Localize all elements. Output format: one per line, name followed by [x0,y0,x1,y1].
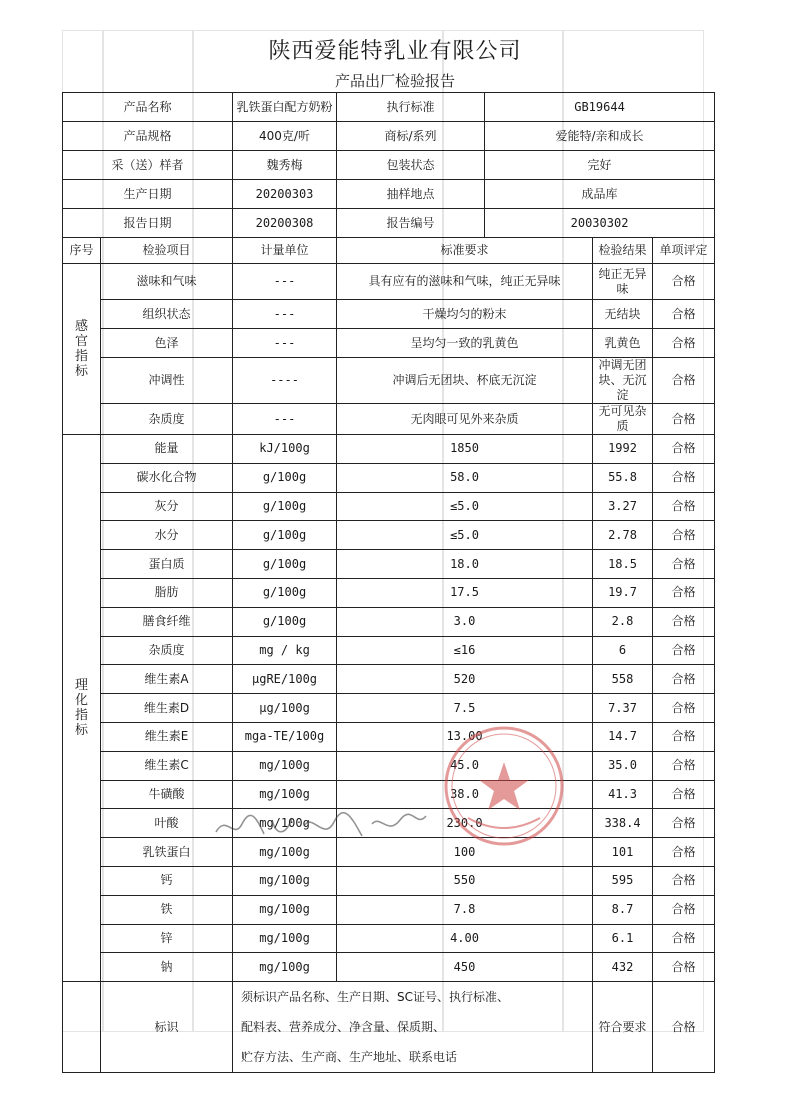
unit-cell: --- [233,264,337,300]
table-row [63,694,715,723]
spec-label: 产品规格 [63,122,233,151]
verdict-cell: 合格 [653,607,715,636]
verdict-cell: 合格 [653,578,715,607]
labeling-seq-cell [63,982,101,1073]
requirement-cell: 13.00 [337,722,593,751]
sensory-group-label-char: 感 [74,319,88,334]
unit-cell: mg/100g [233,751,337,780]
item-cell: 钙 [101,866,233,895]
verdict-cell: 合格 [653,780,715,809]
product-name-value: 乳铁蛋白配方奶粉 [233,93,337,122]
verdict-cell: 合格 [653,953,715,982]
prod-date-label: 生产日期 [63,180,233,209]
table-row [63,751,715,780]
item-cell: 冲调性 [101,358,233,404]
result-cell: 无结块 [593,300,653,329]
item-cell: 维生素E [101,722,233,751]
item-cell: 灰分 [101,492,233,521]
unit-cell: mg / kg [233,636,337,665]
table-row [63,550,715,579]
verdict-cell: 合格 [653,329,715,358]
item-cell: 杂质度 [101,404,233,435]
table-row [63,492,715,521]
verdict-cell: 合格 [653,866,715,895]
sensory-group-label-char: 标 [74,364,88,379]
verdict-cell: 合格 [653,722,715,751]
physchem-group-label-char: 理 [74,678,88,694]
result-cell: 6.1 [593,924,653,953]
table-row [63,435,715,464]
header-unit: 计量单位 [233,238,337,264]
item-cell: 叶酸 [101,809,233,838]
verdict-cell: 合格 [653,358,715,404]
result-cell: 55.8 [593,463,653,492]
requirement-cell: 无肉眼可见外来杂质 [337,404,593,435]
item-cell: 维生素D [101,694,233,723]
verdict-cell: 合格 [653,895,715,924]
unit-cell: g/100g [233,550,337,579]
standard-label: 执行标准 [337,93,485,122]
physchem-group-label-char: 化 [74,693,88,709]
requirement-cell: 38.0 [337,780,593,809]
result-cell: 595 [593,866,653,895]
unit-cell: μgRE/100g [233,665,337,694]
unit-cell: mg/100g [233,953,337,982]
verdict-cell: 合格 [653,521,715,550]
physchem-group-label [63,435,101,982]
info-row-product [63,93,715,122]
requirement-cell: 100 [337,838,593,867]
unit-cell: mg/100g [233,838,337,867]
physchem-group-label-char: 标 [74,723,88,739]
report-title: 产品出厂检验报告 [334,72,455,90]
result-cell: 乳黄色 [593,329,653,358]
result-cell: 35.0 [593,751,653,780]
result-cell: 3.27 [593,492,653,521]
table-row [63,895,715,924]
labeling-verdict-cell: 合格 [653,982,715,1073]
result-cell: 558 [593,665,653,694]
prod-date-value: 20200303 [233,180,337,209]
sample-place-value: 成品库 [485,180,715,209]
table-row [63,866,715,895]
requirement-cell: 230.0 [337,809,593,838]
requirement-cell: 45.0 [337,751,593,780]
result-cell: 7.37 [593,694,653,723]
verdict-cell: 合格 [653,751,715,780]
package-label: 包装状态 [337,151,485,180]
result-cell: 338.4 [593,809,653,838]
header-item: 检验项目 [101,238,233,264]
unit-cell: g/100g [233,463,337,492]
table-row [63,264,715,300]
sensory-group-label-char: 官 [74,334,88,349]
requirement-cell: 58.0 [337,463,593,492]
item-cell: 组织状态 [101,300,233,329]
requirement-cell: 520 [337,665,593,694]
item-cell: 膳食纤维 [101,607,233,636]
result-cell: 无可见杂质 [593,404,653,435]
table-row [63,329,715,358]
unit-cell: --- [233,404,337,435]
unit-cell: --- [233,300,337,329]
unit-cell: g/100g [233,492,337,521]
requirement-cell: 7.8 [337,895,593,924]
unit-cell: mg/100g [233,924,337,953]
labeling-requirement-line: 贮存方法、生产商、生产地址、联系电话 [241,1050,458,1065]
table-row [63,578,715,607]
report-no-value: 20030302 [485,209,715,238]
result-cell: 101 [593,838,653,867]
table-row [63,521,715,550]
verdict-cell: 合格 [653,550,715,579]
sampler-label: 采（送）样者 [63,151,233,180]
labeling-row [63,982,715,1073]
sample-place-label: 抽样地点 [337,180,485,209]
requirement-cell: ≤5.0 [337,492,593,521]
labeling-requirement-cell [233,982,593,1073]
requirement-cell: 具有应有的滋味和气味，纯正无异味 [337,264,593,300]
physchem-group-label-char: 指 [74,708,88,724]
labeling-item-cell: 标识 [101,982,233,1073]
header-verdict: 单项评定 [653,238,715,264]
item-cell: 脂肪 [101,578,233,607]
item-cell: 水分 [101,521,233,550]
requirement-cell: 冲调后无团块、杯底无沉淀 [337,358,593,404]
sampler-value: 魏秀梅 [233,151,337,180]
item-cell: 维生素C [101,751,233,780]
brand-value: 爱能特/亲和成长 [485,122,715,151]
result-cell: 18.5 [593,550,653,579]
verdict-cell: 合格 [653,838,715,867]
table-row [63,780,715,809]
requirement-cell: 呈均匀一致的乳黄色 [337,329,593,358]
unit-cell: μg/100g [233,694,337,723]
unit-cell: ---- [233,358,337,404]
company-title: 陕西爱能特乳业有限公司 [268,39,522,64]
unit-cell: mg/100g [233,780,337,809]
result-cell: 14.7 [593,722,653,751]
table-row [63,300,715,329]
requirement-cell: 1850 [337,435,593,464]
item-cell: 铁 [101,895,233,924]
requirement-cell: 550 [337,866,593,895]
table-row [63,358,715,404]
header-result: 检验结果 [593,238,653,264]
unit-cell: g/100g [233,607,337,636]
item-cell: 蛋白质 [101,550,233,579]
result-cell: 432 [593,953,653,982]
labeling-requirement-line: 须标识产品名称、生产日期、SC证号、执行标准、 [241,990,510,1005]
spec-value: 400克/听 [233,122,337,151]
table-row [63,636,715,665]
verdict-cell: 合格 [653,809,715,838]
unit-cell: mg/100g [233,895,337,924]
requirement-cell: 18.0 [337,550,593,579]
unit-cell: kJ/100g [233,435,337,464]
requirement-cell: 4.00 [337,924,593,953]
unit-cell: --- [233,329,337,358]
verdict-cell: 合格 [653,463,715,492]
inspection-table [62,92,715,1073]
verdict-cell: 合格 [653,694,715,723]
info-row-spec [63,122,715,151]
header-seq: 序号 [63,238,101,264]
table-row [63,838,715,867]
item-cell: 能量 [101,435,233,464]
table-row [63,607,715,636]
report-date-value: 20200308 [233,209,337,238]
verdict-cell: 合格 [653,636,715,665]
table-row [63,665,715,694]
unit-cell: mg/100g [233,866,337,895]
sensory-group-label [63,264,101,435]
table-row [63,953,715,982]
unit-cell: mga-TE/100g [233,722,337,751]
standard-value: GB19644 [485,93,715,122]
item-cell: 维生素A [101,665,233,694]
result-cell: 冲调无团块、无沉淀 [593,358,653,404]
requirement-cell: ≤16 [337,636,593,665]
brand-label: 商标/系列 [337,122,485,151]
result-cell: 2.8 [593,607,653,636]
header-req: 标准要求 [337,238,593,264]
table-row [63,809,715,838]
requirement-cell: 3.0 [337,607,593,636]
unit-cell: g/100g [233,578,337,607]
unit-cell: mg/100g [233,809,337,838]
table-row [63,463,715,492]
report-date-label: 报告日期 [63,209,233,238]
requirement-cell: 干燥均匀的粉末 [337,300,593,329]
info-row-prod-date [63,180,715,209]
verdict-cell: 合格 [653,264,715,300]
verdict-cell: 合格 [653,300,715,329]
verdict-cell: 合格 [653,665,715,694]
verdict-cell: 合格 [653,435,715,464]
result-cell: 19.7 [593,578,653,607]
requirement-cell: ≤5.0 [337,521,593,550]
result-cell: 2.78 [593,521,653,550]
verdict-cell: 合格 [653,404,715,435]
item-cell: 锌 [101,924,233,953]
table-row [63,722,715,751]
labeling-requirement-line: 配料表、营养成分、净含量、保质期、 [241,1020,446,1035]
result-cell: 8.7 [593,895,653,924]
requirement-cell: 7.5 [337,694,593,723]
verdict-cell: 合格 [653,492,715,521]
result-cell: 纯正无异味 [593,264,653,300]
item-cell: 杂质度 [101,636,233,665]
table-row [63,924,715,953]
result-cell: 1992 [593,435,653,464]
unit-cell: g/100g [233,521,337,550]
item-cell: 钠 [101,953,233,982]
verdict-cell: 合格 [653,924,715,953]
table-row [63,404,715,435]
requirement-cell: 17.5 [337,578,593,607]
item-cell: 色泽 [101,329,233,358]
column-header-row [63,238,715,264]
item-cell: 牛磺酸 [101,780,233,809]
sensory-group-label-char: 指 [74,349,88,364]
item-cell: 滋味和气味 [101,264,233,300]
item-cell: 碳水化合物 [101,463,233,492]
info-row-sampler [63,151,715,180]
info-row-report-date [63,209,715,238]
labeling-result-cell: 符合要求 [593,982,653,1073]
result-cell: 41.3 [593,780,653,809]
report-no-label: 报告编号 [337,209,485,238]
result-cell: 6 [593,636,653,665]
package-value: 完好 [485,151,715,180]
item-cell: 乳铁蛋白 [101,838,233,867]
product-name-label: 产品名称 [63,93,233,122]
requirement-cell: 450 [337,953,593,982]
